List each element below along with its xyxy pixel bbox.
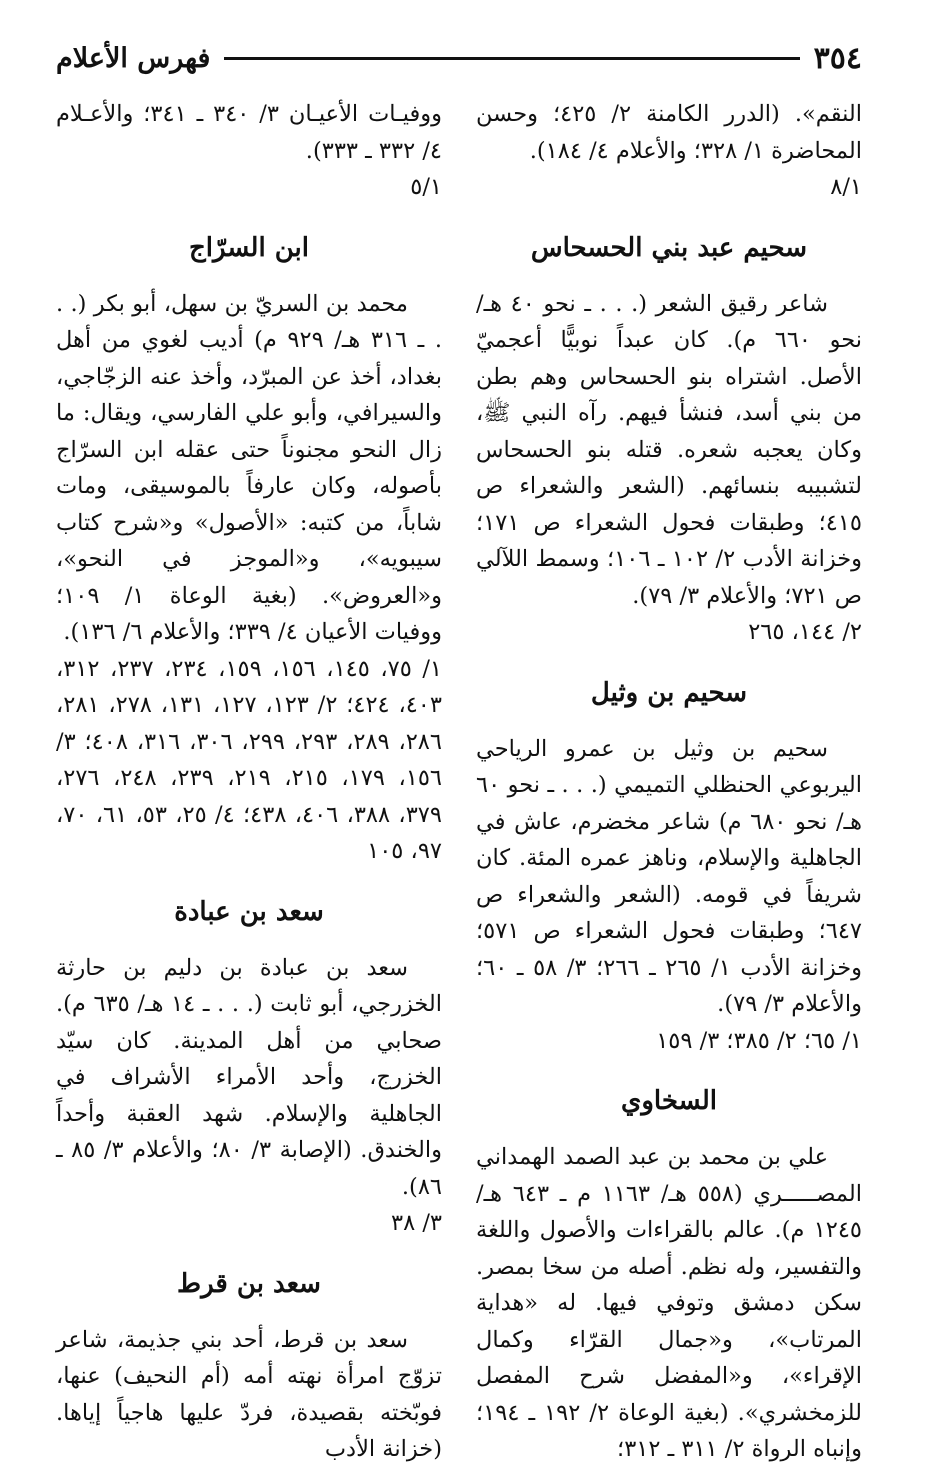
entry-refs: ٢/ ١٤٤، ٢٦٥ xyxy=(748,619,862,645)
page-number: ٣٥٤ xyxy=(813,40,862,76)
entry-body: علي بن محمد بن عبد الصمد الهمداني المصـــــري (٥٥٨ هـ/ ١١٦٣ م ـ ٦٤٣ هـ/ ١٢٤٥ م). عالم بالقراءات والأصول واللغة والتفسير، وله نظم. أصله من سخا بمصر. سكن دمشق وتوفي فيها. له «هداية المرتاب»، و«جمال القرّاء وكمال الإقراء»، و«المفضل شرح المفصل للزمخشري». (بغية الوعاة ٢/ ١٩٢ ـ ١٩٤؛ وإنباه الرواة ٢/ ٣١١ ـ ٣١٢؛ xyxy=(476,1144,862,1462)
left-column xyxy=(56,96,443,1462)
header-rule xyxy=(224,57,799,60)
entry-title: سحيم عبد بني الحسحاس xyxy=(530,232,808,263)
entry-body: محمد بن السريّ بن سهل، أبو بكر (. . . ـ ٣١٦ هـ/ ٩٢٩ م) أديب لغوي من أهل بغداد، أخذ عن المبرّد، وأخذ عنه الزجّاجي، والسيرافي، وأبو علي الفارسي، ويقال: ما زال النحو مجنوناً حتى عقله ابن السرّاج بأصوله، وكان عارفاً بالموسيقى، ومات شاباً، من كتبه: «الأصول» و«شرح كتاب سيبويه»، و«الموجز في النحو»، و«العروض». (بغية الوعاة ١/ ١٠٩؛ ووفيات الأعيان ٤/ ٣٣٩؛ والأعلام ٦/ ١٣٦). xyxy=(56,290,442,645)
entry-body: سعد بن عبادة بن دليم بن حارثة الخزرجي، أبو ثابت (. . . ـ ١٤ هـ/ ٦٣٥ م). صحابي من أهل المدينة. كان سيّد الخزرج، وأحد الأمراء الأشراف في الجاهلية والإسلام. شهد العقبة وأحداً والخندق. (الإصابة ٣/ ٨٠؛ والأعلام ٣/ ٨٥ ـ ٨٦). xyxy=(56,954,443,1200)
entry-title: سعد بن عبادة xyxy=(174,896,324,927)
index-entry xyxy=(56,230,442,870)
entry-body: شاعر رقيق الشعر (. . . ـ نحو ٤٠ هـ/ نحو ٦٦٠ م). كان عبداً نوبيًّا أعجميّ الأصل. اشتراه بنو الحسحاس وهم بطن من بني أسد، فنشأ فيهم. رآه النبي ﷺ، وكان يعجبه شعره. قتله بنو الحسحاس لتشبيبه بنسائهم. (الشعر والشعراء ص ٤١٥؛ وطبقات فحول الشعراء ص ١٧١؛ وخزانة الأدب ٢/ ١٠٢ ـ ١٠٦؛ وسمط اللآلي ص ٧٢١؛ والأعلام ٣/ ٧٩). xyxy=(476,290,863,609)
entry-body: سحيم بن وثيل بن عمرو الرياحي اليربوعي الحنظلي التميمي (. . . ـ نحو ٦٠ هـ/ نحو ٦٨٠ م) شاعر مخضرم، عاش في الجاهلية والإسلام، وناهز عمره المئة. كان شريفاً في قومه. (الشعر والشعراء ص ٦٤٧؛ وطبقات فحول الشعراء ص ٥٧١؛ وخزانة الأدب ١/ ٢٦٥ ـ ٢٦٦؛ ٣/ ٥٨ ـ ٦٠؛ والأعلام ٣/ ٧٩). xyxy=(476,735,863,1017)
entry-title: السخاوي xyxy=(621,1086,717,1116)
continued-entry-text: النقم». (الدرر الكامنة ٢/ ٤٢٥؛ وحسن المحاضرة ١/ ٣٢٨؛ والأعلام ٤/ ١٨٤). xyxy=(476,101,862,164)
continued-entry-refs: ٨/١ xyxy=(830,174,862,200)
page-header xyxy=(56,38,862,78)
index-entry xyxy=(476,1083,862,1468)
index-entry xyxy=(56,894,442,1242)
entry-refs: ١/ ٦٥؛ ٢/ ٣٨٥؛ ٣/ ١٥٩ xyxy=(656,1027,862,1054)
index-entry xyxy=(56,1266,442,1468)
continued-entry-text: ووفيـات الأعيـان ٣/ ٣٤٠ ـ ٣٤١؛ والأعـلام ٤/ ٣٣٢ ـ ٣٣٣). xyxy=(56,101,442,164)
entry-refs: ١/ ٧٥، ١٤٥، ١٥٦، ١٥٩، ٢٣٤، ٢٣٧، ٣١٢، ٤٠٣، ٤٢٤؛ ٢/ ١٢٣، ١٢٧، ١٣١، ٢٧٨، ٢٨١، ٢٨٦، ٢٨٩، ٢٩٣، ٢٩٩، ٣٠٦، ٣١٦، ٤٠٨؛ ٣/ ١٥٦، ١٧٩، ٢١٥، ٢١٩، ٢٣٩، ٢٤٨، ٢٧٦، ٣٧٩، ٣٨٨، ٤٠٦، ٤٣٨؛ ٤/ ٢٥، ٥٣، ٦١، ٧٠، ٩٧، ١٠٥ xyxy=(56,655,443,864)
continued-entry-refs: ٥/١ xyxy=(410,174,442,200)
entry-title: سعد بن قرط xyxy=(177,1268,321,1299)
index-entry xyxy=(476,230,862,651)
text-columns xyxy=(56,96,863,1462)
running-title: فهرس الأعلام xyxy=(56,42,211,74)
right-column xyxy=(476,96,863,1462)
entry-title: سحيم بن وثيل xyxy=(590,677,748,708)
entry-refs: ٣/ ٣٨ xyxy=(391,1210,442,1236)
index-entry xyxy=(476,675,862,1060)
entry-body: سعد بن قرط، أحد بني جذيمة، شاعر تزوّج امرأة نهته أمه (أم النحيف) عنها، فوبّخته بقصيدة، فردّ عليها هاجياً إياها. (خزانة الأدب xyxy=(56,1326,442,1462)
entry-title: ابن السرّاج xyxy=(189,232,309,263)
